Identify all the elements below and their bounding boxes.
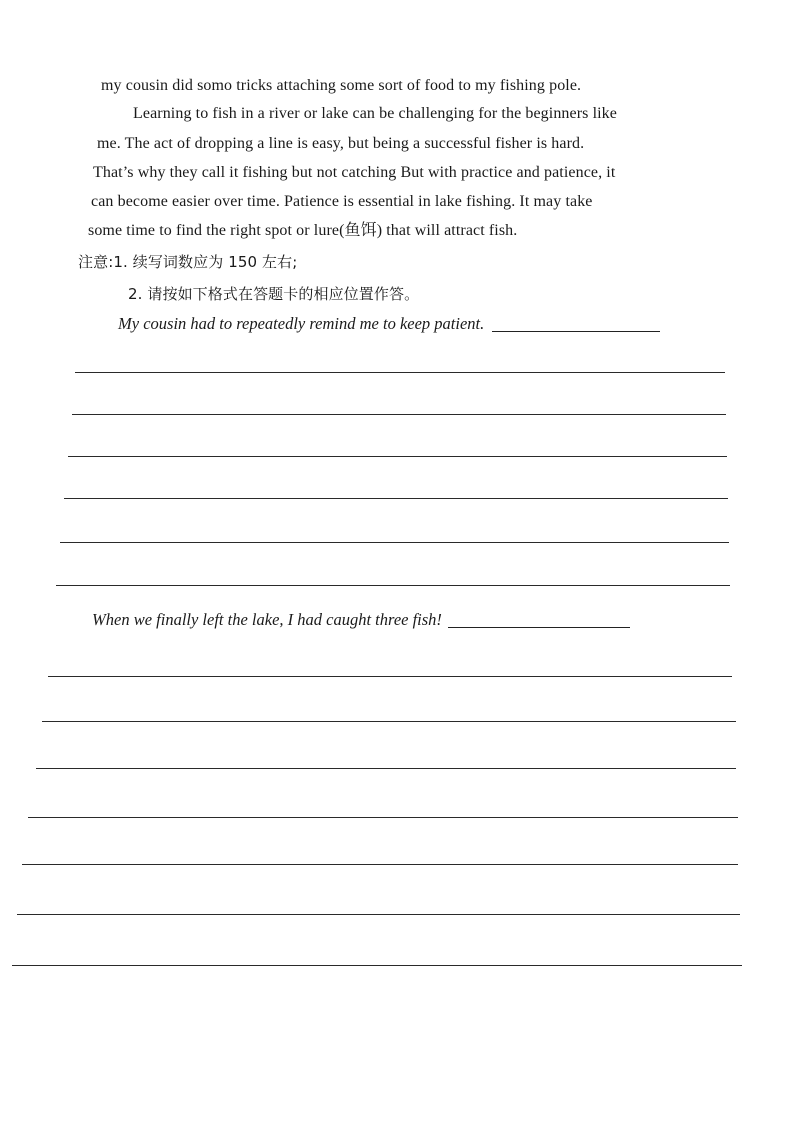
passage-line-3: me. The act of dropping a line is easy, but being a successful fisher is hard. <box>97 135 585 152</box>
writing-line[interactable] <box>48 676 732 677</box>
writing-line[interactable] <box>12 965 742 966</box>
passage-line-6: some time to find the right spot or lure(鱼饵) that will attract fish. <box>88 222 518 239</box>
prompt-1-text: My cousin had to repeatedly remind me to keep patient. <box>118 314 485 333</box>
passage-line-4: That’s why they call it fishing but not catching But with practice and patience, it <box>93 164 616 181</box>
continuation-prompt-2 <box>92 609 630 631</box>
passage-line-5: can become easier over time. Patience is essential in lake fishing. It may take <box>91 193 593 210</box>
passage-line-1: my cousin did somo tricks attaching some sort of food to my fishing pole. <box>101 77 582 94</box>
writing-line[interactable] <box>36 768 736 769</box>
prompt-2-text: When we finally left the lake, I had caught three fish! <box>92 610 442 629</box>
continuation-prompt-1 <box>118 313 660 335</box>
writing-line[interactable] <box>56 585 730 586</box>
note-word-count: 注意:1. 续写词数应为 150 左右; <box>78 253 298 271</box>
writing-line[interactable] <box>28 817 738 818</box>
writing-line[interactable] <box>17 914 740 915</box>
writing-line[interactable] <box>64 498 728 499</box>
prompt-2-blank[interactable] <box>448 627 630 628</box>
writing-line[interactable] <box>60 542 729 543</box>
passage-line-2: Learning to fish in a river or lake can be challenging for the beginners like <box>133 105 617 122</box>
writing-line[interactable] <box>75 372 725 373</box>
prompt-1-blank[interactable] <box>492 331 660 332</box>
note-format: 2. 请按如下格式在答题卡的相应位置作答。 <box>128 285 420 303</box>
writing-line[interactable] <box>42 721 736 722</box>
writing-line[interactable] <box>72 414 726 415</box>
writing-line[interactable] <box>22 864 738 865</box>
writing-line[interactable] <box>68 456 727 457</box>
